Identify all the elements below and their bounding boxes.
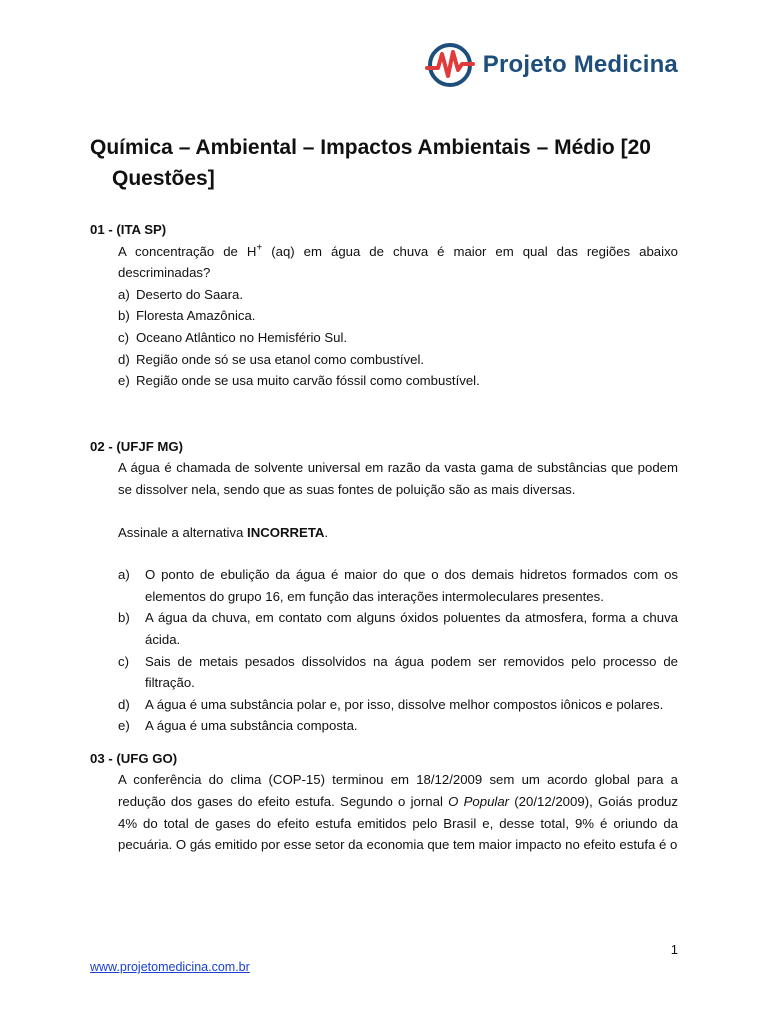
option-item <box>118 305 678 327</box>
option-item <box>118 564 678 607</box>
footer-website-link[interactable]: www.projetomedicina.com.br <box>90 960 250 974</box>
option-text: Região onde só se usa etanol como combustível. <box>136 351 425 367</box>
question-1-options <box>118 284 678 392</box>
title-line-2: Questões] <box>112 167 215 190</box>
question-1-stem-part: (aq) em água de chuva é maior em qual das regiões abaixo descriminadas? <box>118 243 678 281</box>
option-letter: a) <box>118 286 130 302</box>
question-3-stem-part: A conferência do clima (COP-15) terminou em 18/12/2009 sem um acordo global para a redução dos gases do efeito estufa. Segundo o jornal <box>118 772 678 810</box>
question-3-stem-part: (20/12/2009), Goiás produz 4% do total de gases do efeito estufa emitidos pelo Brasil e, desse total, 9% é oriundo da pecuária. O gás emitido por esse setor da economia que tem maior impacto no efeito estufa é o <box>118 794 678 853</box>
option-item <box>118 651 678 694</box>
question-3-body <box>90 769 678 855</box>
spacer <box>90 737 678 748</box>
question-1-header: 01 - (ITA SP) <box>90 222 167 237</box>
question-1-stem-part: A concentração de H <box>118 243 257 259</box>
title-line-1: Química – Ambiental – Impactos Ambientais – Médio [20 <box>90 136 651 159</box>
option-item <box>118 607 678 650</box>
option-text: Oceano Atlântico no Hemisfério Sul. <box>136 329 348 345</box>
option-letter: e) <box>118 373 130 389</box>
option-letter: a) <box>118 567 130 583</box>
option-text: O ponto de ebulição da água é maior do que o dos demais hidretos formados com os elementos do grupo 16, em função das interações intermoleculares presentes. <box>145 567 678 604</box>
option-text: Floresta Amazônica. <box>136 308 256 324</box>
option-item <box>118 349 678 371</box>
heartbeat-logo-icon <box>425 40 475 90</box>
option-item <box>118 327 678 349</box>
question-2-options <box>118 564 678 737</box>
spacer <box>118 543 678 564</box>
spacer <box>118 501 678 522</box>
option-letter: d) <box>118 351 130 367</box>
page-title <box>90 132 690 194</box>
option-item <box>118 284 678 306</box>
page-number: 1 <box>670 942 678 957</box>
option-text: A água é uma substância composta. <box>145 718 358 734</box>
option-item <box>118 694 678 716</box>
newspaper-name: O Popular <box>448 794 510 810</box>
option-letter: c) <box>118 653 129 669</box>
spacer <box>90 392 678 436</box>
question-2-body <box>90 457 678 737</box>
question-3-header: 03 - (UFG GO) <box>90 750 178 766</box>
option-text: A água é uma substância polar e, por isso, dissolve melhor compostos iônicos e polares. <box>145 696 664 712</box>
option-letter: c) <box>118 329 129 345</box>
option-text: Sais de metais pesados dissolvidos na água podem ser removidos pelo processo de filtração. <box>145 653 678 691</box>
option-letter: d) <box>118 696 130 712</box>
instruction-text: Assinale a alternativa <box>118 524 248 540</box>
instruction-emphasis: INCORRETA <box>247 524 325 540</box>
option-letter: b) <box>118 610 130 626</box>
option-letter: b) <box>118 308 130 324</box>
question-1-body <box>90 241 678 392</box>
question-2-instruction <box>118 522 678 544</box>
question-2-stem: A água é chamada de solvente universal em razão da vasta gama de substâncias que podem se dissolver nela, sendo que as suas fontes de poluição são as mais diversas. <box>118 460 678 497</box>
questions-list <box>90 219 678 856</box>
brand-logo <box>425 40 678 90</box>
instruction-text: . <box>324 524 329 540</box>
question-3-stem <box>118 769 678 855</box>
question-2-header: 02 - (UFJF MG) <box>90 438 184 454</box>
option-item <box>118 715 678 737</box>
option-text: Região onde se usa muito carvão fóssil como combustível. <box>136 373 480 389</box>
question-1-stem <box>118 241 678 284</box>
option-item <box>118 370 678 392</box>
option-text: Deserto do Saara. <box>136 286 244 302</box>
brand-name: Projeto Medicina <box>482 51 678 78</box>
superscript-plus: + <box>256 242 263 254</box>
option-text: A água da chuva, em contato com alguns óxidos poluentes da atmosfera, forma a chuva ácida. <box>145 610 678 647</box>
option-letter: e) <box>118 718 130 734</box>
